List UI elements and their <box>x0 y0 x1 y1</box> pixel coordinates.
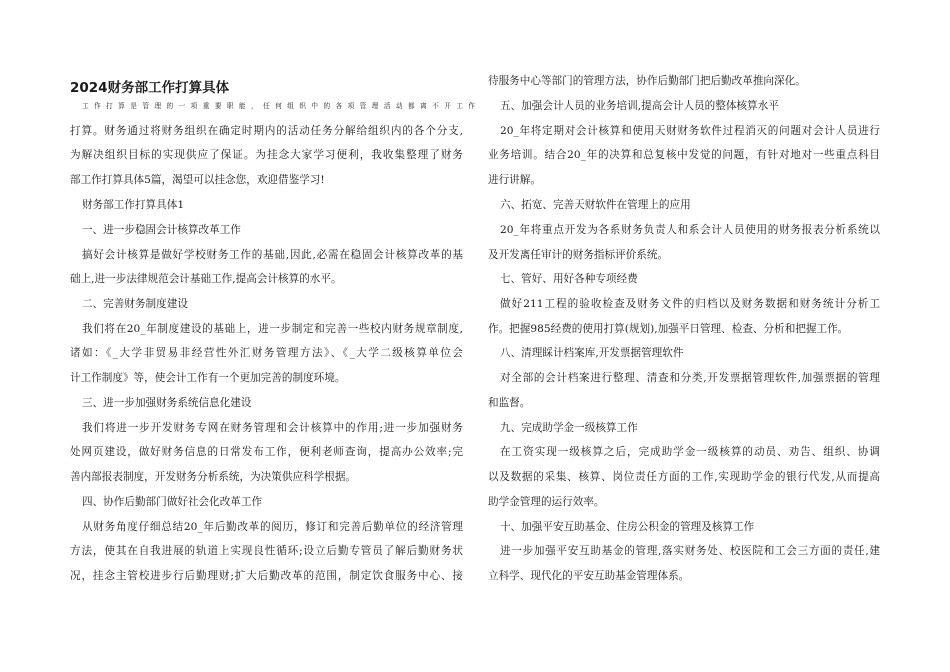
section-heading: 一、进一步稳固会计核算改革工作 <box>82 224 241 236</box>
section-heading: 九、完成助学金一级核算工作 <box>500 422 638 434</box>
paragraph-line: 20_年将定期对会计核算和使用天财财务软件过程消灭的问题对会计人员进行 <box>500 125 880 137</box>
paragraph-line: 做好211工程的验收检查及财务文件的归档以及财务数据和财务统计分析工 <box>500 298 880 310</box>
paragraph-line: 方法，使其在自我进展的轨道上实现良性循环;设立后勤专管员了解后勤财务状 <box>70 545 463 557</box>
document-title: 2024财务部工作打算具体 <box>70 80 230 96</box>
paragraph-line: 处网页建设，做好财务信息的日常发布工作，便利老师查询，提高办公效率;完 <box>70 446 463 458</box>
paragraph-line: 工作打算是管理的一项重要职能，任何组织中的各项管理活动都离不开工作 <box>82 102 475 110</box>
paragraph-line: 和监督。 <box>488 397 531 409</box>
paragraph-line: 待服务中心等部门的管理方法，协作后勤部门把后勤改革推向深化。 <box>488 75 806 87</box>
paragraph-line: 进行讲解。 <box>488 174 541 186</box>
section-heading: 十、加强平安互助基金、住房公积金的管理及核算工作 <box>500 521 755 533</box>
paragraph-line: 为解决组织目标的实现供应了保证。为挂念大家学习便利，我收集整理了财务 <box>70 149 463 161</box>
paragraph-line: 对全部的会计档案进行整理、清查和分类,开发票据管理软件,加强票据的管理 <box>500 372 880 384</box>
paragraph-line: 打算。财务通过将财务组织在确定时期内的活动任务分解给组织内的各个分支, <box>70 125 463 137</box>
paragraph-line: 我们将在20_年制度建设的基础上，进一步制定和完善一些校内财务规章制度, <box>82 323 463 335</box>
paragraph-line: 助学金管理的运行效率。 <box>488 496 605 508</box>
section-heading: 七、管好、用好各种专项经费 <box>500 273 638 285</box>
paragraph-line: 从财务角度仔细总结20_年后勤改革的阅历，修订和完善后勤单位的经济管理 <box>82 521 463 533</box>
paragraph-line: 我们将进一步开发财务专网在财务管理和会计核算中的作用;进一步加强财务 <box>82 422 463 434</box>
paragraph-line: 业务培训。结合20_年的决算和总复核中发觉的问题，有针对地对一些重点科目 <box>488 149 880 161</box>
paragraph-line: 础上,进一步法律规范会计基础工作,提高会计核算的水平。 <box>70 273 342 285</box>
paragraph-line: 搞好会计核算是做好学校财务工作的基础,因此,必需在稳固会计核算改革的基 <box>82 249 463 261</box>
paragraph-line: 以及数据的采集、核算、岗位责任方面的工作,实现助学金的银行代发,从而提高 <box>488 471 880 483</box>
paragraph-line: 部工作打算具体5篇，渴望可以挂念您，欢迎借鉴学习! <box>70 174 325 186</box>
section-label: 财务部工作打算具体1 <box>82 199 185 211</box>
paragraph-line: 在工资实现一级核算之后，完成助学金一级核算的动员、劝告、组织、协调 <box>500 446 880 458</box>
section-heading: 三、进一步加强财务系统信息化建设 <box>82 397 252 409</box>
paragraph-line: 20_年将重点开发为各系财务负责人和系会计人员使用的财务报表分析系统以 <box>500 224 880 236</box>
section-heading: 五、加强会计人员的业务培训,提高会计人员的整体核算水平 <box>500 100 779 112</box>
section-heading: 四、协作后勤部门做好社会化改革工作 <box>82 496 263 508</box>
paragraph-line: 诸如：《_大学非贸易非经营性外汇财务管理方法》、《_大学二级核算单位会 <box>70 347 463 359</box>
paragraph-line: 进一步加强平安互助基金的管理,落实财务处、校医院和工会三方面的责任,建 <box>500 545 880 557</box>
section-heading: 六、拓宽、完善天财软件在管理上的应用 <box>500 199 691 211</box>
paragraph-line: 作。把握985经费的使用打算(规划),加强平日管理、检查、分析和把握工作。 <box>488 323 849 335</box>
paragraph-line: 善内部报表制度，开发财务分析系统，为决策供应科学根据。 <box>70 471 357 483</box>
paragraph-line: 况，挂念主管校进步行后勤理财;扩大后勤改革的范围，制定饮食服务中心、接 <box>70 570 463 582</box>
section-heading: 八、清理睬计档案库,开发票据管理软件 <box>500 347 684 359</box>
paragraph-line: 计工作制度》等，使会计工作有一个更加完善的制度环境。 <box>70 372 346 384</box>
paragraph-line: 及开发离任审计的财务指标评价系统。 <box>488 249 669 261</box>
section-heading: 二、完善财务制度建设 <box>82 298 188 310</box>
paragraph-line: 立科学、现代化的平安互助基金管理体系。 <box>488 570 690 582</box>
